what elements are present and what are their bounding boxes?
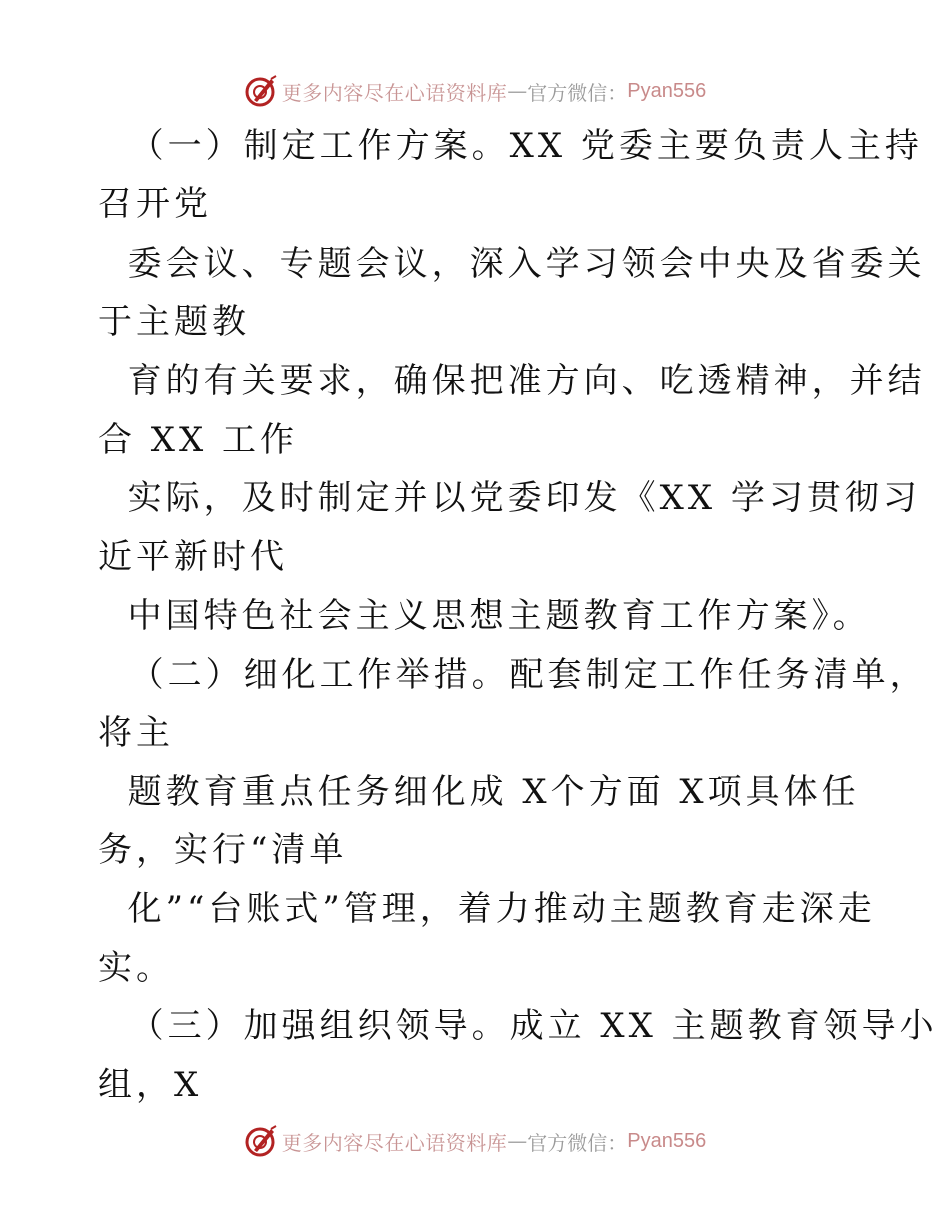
- body-line: （一）制定工作方案。XX 党委主要负责人主持: [100, 126, 923, 166]
- body-line: 务，实行“清单: [98, 830, 348, 870]
- body-line: 将主: [98, 713, 174, 753]
- body-line: 召开党: [98, 184, 212, 224]
- body-line: 化”“台账式”管理，着力推动主题教育走深走: [98, 889, 876, 929]
- body-line: 于主题教: [98, 302, 250, 342]
- body-line: 实际，及时制定并以党委印发《XX 学习贯彻习: [98, 478, 921, 518]
- banner-separator: —: [507, 79, 528, 103]
- body-line: （三）加强组织领导。成立 XX 主题教育领导小: [100, 1006, 938, 1046]
- footer-banner: [0, 1121, 950, 1161]
- site-name: 更多内容尽在心语资料库: [281, 1130, 508, 1155]
- header-banner: [0, 71, 950, 111]
- wechat-id: Pyan556: [627, 79, 707, 102]
- quill-pen-logo-icon: [244, 1124, 278, 1158]
- body-line: 组，X: [98, 1065, 203, 1105]
- wechat-label: 官方微信：: [527, 1130, 628, 1155]
- body-line: 育的有关要求，确保把准方向、吃透精神，并结: [98, 361, 926, 401]
- wechat-label: 官方微信：: [527, 80, 628, 105]
- body-line: 实。: [98, 948, 174, 988]
- quill-pen-logo-icon: [244, 74, 278, 108]
- body-line: 题教育重点任务细化成 X个方面 X项具体任: [98, 772, 860, 812]
- banner-separator: —: [507, 1129, 528, 1153]
- body-line: 中国特色社会主义思想主题教育工作方案》。: [98, 596, 871, 636]
- site-name: 更多内容尽在心语资料库: [281, 80, 508, 105]
- wechat-id: Pyan556: [627, 1129, 707, 1152]
- body-line: 合 XX 工作: [98, 420, 299, 460]
- body-line: 近平新时代: [98, 537, 288, 577]
- body-line: 委会议、专题会议，深入学习领会中央及省委关: [98, 244, 926, 284]
- body-line: （二）细化工作举措。配套制定工作任务清单，: [100, 655, 928, 695]
